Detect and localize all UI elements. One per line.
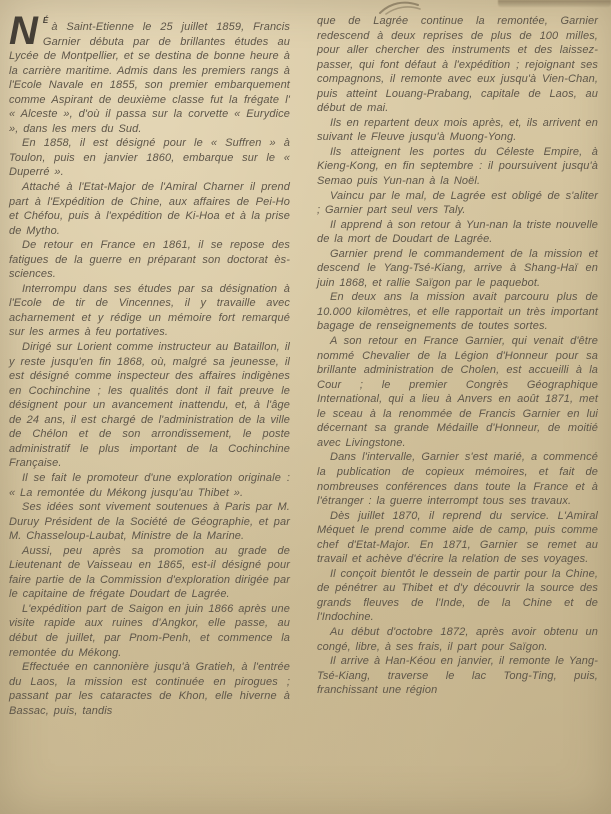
paragraph-text: à Saint-Etienne le 25 juillet 1859, Francis Garnier débuta par de brillantes études au Lycée de Montpellier, et se destina de bonne heure à la carrière maritime. Admis dans les premiers rangs à l'Ecole Navale en 1855, son premier embarquement comme Aspirant de deuxième classe fut la frégate l' « Alceste », d'où il passa sur la corvette « Eurydice », dans les mers du Sud. [9, 21, 290, 135]
paragraph: Garnier prend le commandement de la mission et descend le Yang-Tsé-Kiang, arrive à Shang-Haï en juin 1868, et rallie Saïgon par le paquebot. [317, 247, 598, 289]
left-column [9, 9, 290, 718]
paragraph: Ils en repartent deux mois après, et, ils arrivent en suivant le Fleuve jusqu'à Muong-Yong. [317, 116, 598, 144]
dropcap-accent-letter: É [42, 16, 49, 25]
paragraph: Interrompu dans ses études par sa désignation à l'Ecole de tir de Vincennes, il y travaille avec acharnement et y rédige un mémoire fort remarqué sur les armes à feu portatives. [9, 282, 290, 339]
paragraph: Vaincu par le mal, de Lagrée est obligé de s'aliter ; Garnier part seul vers Taly. [317, 189, 598, 217]
paragraph: Effectuée en cannonière jusqu'à Gratieh, à l'entrée du Laos, la mission est continuée en pirogues ; passant par les cataractes de Khon, elle hiverne à Bassac, puis, tandis [9, 661, 290, 717]
paragraph: Au début d'octobre 1872, après avoir obtenu un congé, libre, à ses frais, il part pour Saïgon. [317, 625, 598, 653]
paragraph: Il arrive à Han-Kéou en janvier, il remonte le Yang-Tsé-Kiang, traverse le lac Tong-Ting, puis, franchissant une région [317, 655, 598, 697]
paragraph: Il conçoit bientôt le dessein de partir pour la Chine, de pénétrer au Thibet et d'y découvrir la source des grands fleuves de l'Inde, de la Chine et de l'Indochine. [317, 567, 598, 624]
paragraph: Dirigé sur Lorient comme instructeur au Bataillon, il y reste jusqu'en fin 1868, où, malgré sa jeunesse, il est désigné comme inspecteur des affaires indigènes en Cochinchine ; les qualités dont il fait preuve le désignent pour un avancement inattendu, et, à l'âge de 24 ans, il est chargé de l'administration de la ville de Chélon et de son arrondissement, le poste administratif le plus important de la Cochinchine Française. [9, 341, 290, 470]
paragraph: Ils atteignent les portes du Céleste Empire, à Kieng-Kong, en fin septembre : il poursuivent jusqu'à Semao puis Yun-nan à la Noël. [317, 145, 598, 188]
paragraph: Dans l'intervalle, Garnier s'est marié, a commencé la publication de copieux mémoires, et fait de nombreuses conférences dans toute la France et à l'étranger : la guerre interrompt tous ses travaux. [317, 451, 598, 508]
paragraph-lead [9, 9, 290, 136]
paragraph: Il apprend à son retour à Yun-nan la triste nouvelle de la mort de Doudart de Lagrée. [317, 218, 598, 246]
dropcap-letter: N [9, 9, 37, 53]
paragraph: Aussi, peu après sa promotion au grade de Lieutenant de Vaisseau en 1865, est-il désigné pour faire partie de la Commission d'exploration dirigée par le capitaine de frégate Doudart de Lagrée. [9, 544, 290, 601]
paragraph: Dès juillet 1870, il reprend du service. L'Amiral Méquet le prend comme aide de camp, puis comme chef d'Etat-Major. En 1871, Garnier se remet au travail et achève d'écrire la relation de ses voyages. [317, 509, 598, 566]
paragraph-continuation: que de Lagrée continue la remontée, Garnier redescend à deux reprises de plus de 100 milles, pour aller chercher des instruments et des laissez-passer, qui font défaut à l'expédition ; rejoignant ses compagnons, il remonte avec eux jusqu'à Vien-Chan, puis atteint Louang-Prabang, capitale de Laos, au début de mai. [317, 15, 598, 115]
paragraph: En deux ans la mission avait parcouru plus de 10.000 kilomètres, et elle rapportait un très important bagage de renseignements de toutes sortes. [317, 291, 598, 333]
paragraph: En 1858, il est désigné pour le « Suffren » à Toulon, puis en janvier 1860, embarque sur le « Duperré ». [9, 137, 290, 179]
paragraph: De retour en France en 1861, il se repose des fatigues de la guerre en préparant son doctorat ès-sciences. [9, 239, 290, 281]
paragraph: L'expédition part de Saigon en juin 1866 après une visite rapide aux ruines d'Angkor, elle passe, au début de juillet, par Pnom-Penh, et commence la remontée du Mékong. [9, 602, 290, 659]
paragraph: Ses idées sont vivement soutenues à Paris par M. Duruy Président de la Société de Géographie, et par M. Chasseloup-Laubat, Ministre de la Marine. [9, 501, 290, 543]
paragraph: Il se fait le promoteur d'une exploration originale : « La remontée du Mékong jusqu'au Thibet ». [9, 471, 290, 499]
paragraph: Attaché à l'Etat-Major de l'Amiral Charner il prend part à l'Expédition de Chine, aux affaires de Pei-Ho et Chéfou, puis à l'expédition de Ki-Hoa et à la prise de Mytho. [9, 181, 290, 237]
paragraph: A son retour en France Garnier, qui venait d'être nommé Chevalier de la Légion d'Honneur pour sa brillante administration de Cholen, est accueilli à la Cour ; le premier Congrès Géographique International, qui a lieu à Anvers en août 1871, met le sceau à la renommée de Francis Garnier en lui décernant sa grande Médaille d'Honneur, de moitié avec Livingstone. [317, 335, 598, 449]
right-column [317, 14, 598, 718]
